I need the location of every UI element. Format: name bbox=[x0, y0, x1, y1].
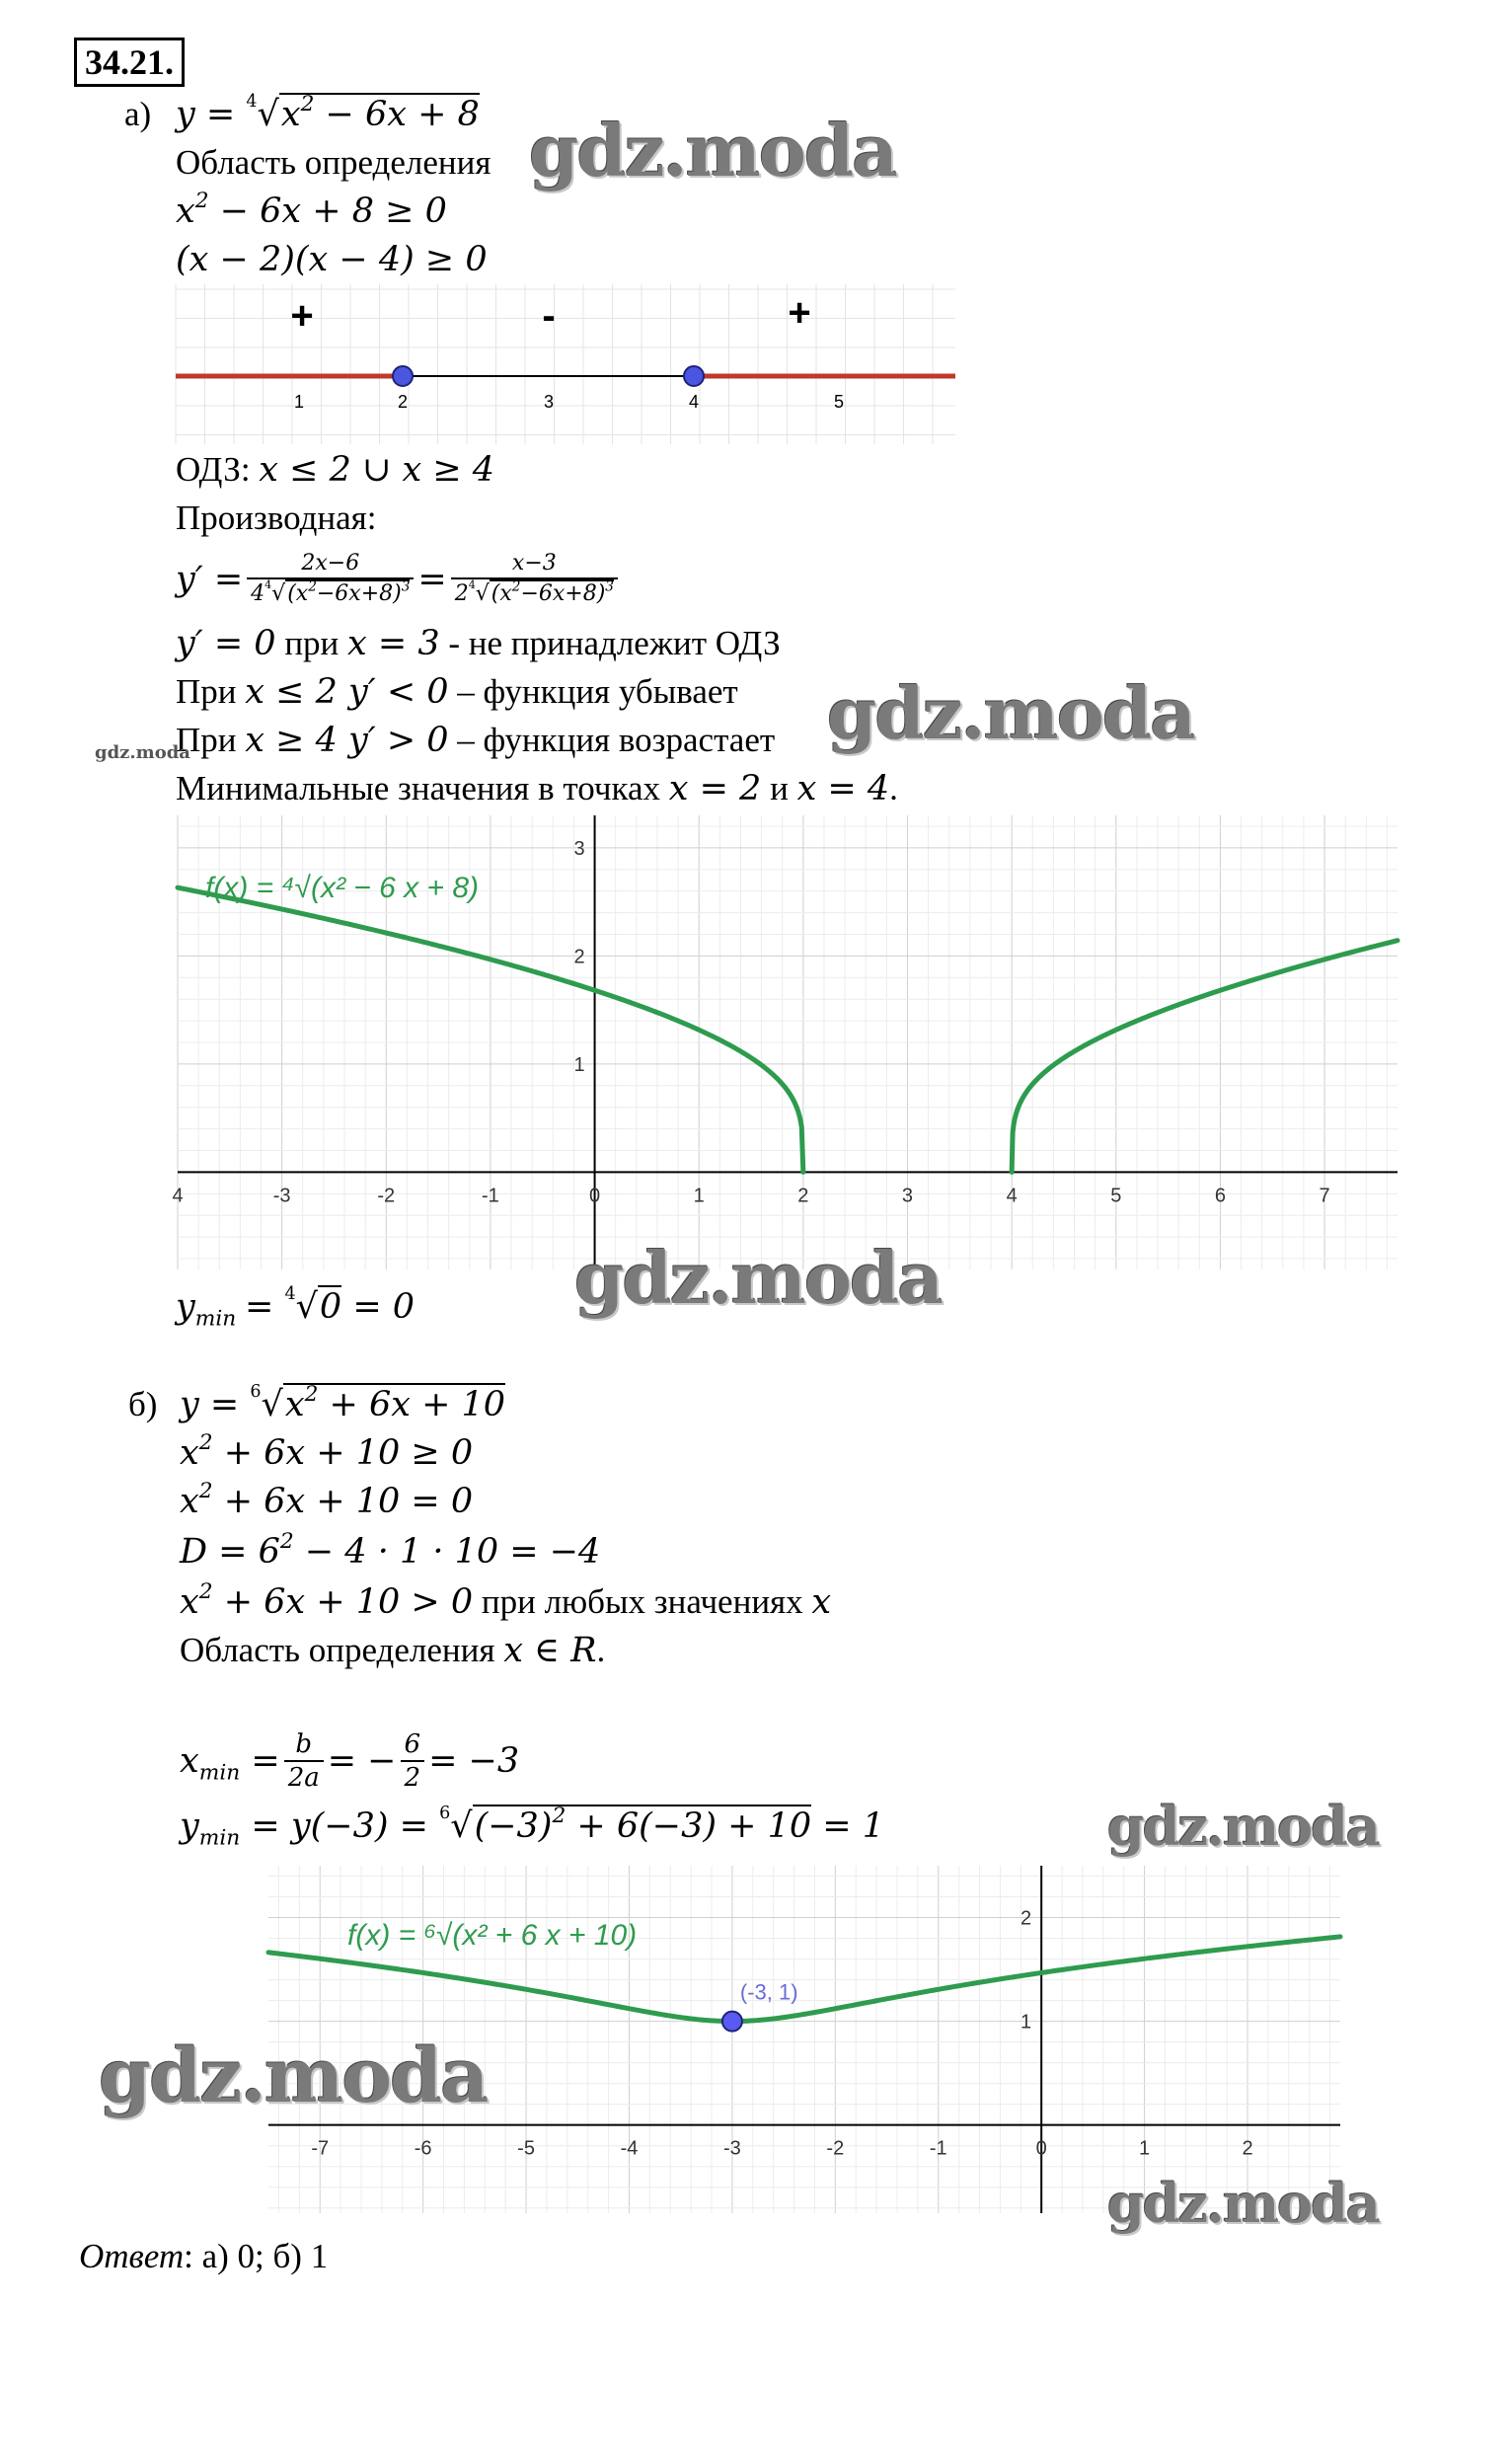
graph-b-point-group bbox=[722, 1980, 798, 2032]
y-tick-label: 1 bbox=[573, 1053, 585, 1076]
minimum-point bbox=[722, 2012, 742, 2032]
watermark-small: gdz.moda bbox=[95, 742, 190, 763]
y-tick-label: 3 bbox=[573, 837, 585, 860]
sign-tick-3: 3 bbox=[543, 392, 555, 412]
sign-line-diagram bbox=[176, 284, 955, 444]
derivative-zero: y′ = 0 при x = 3 - не принадлежит ОДЗ bbox=[176, 624, 781, 663]
function-a: $y = ^4√x^2 - 6x + 8$ bbox=[176, 91, 480, 134]
x-tick-label: 6 bbox=[1214, 1185, 1226, 1207]
x-tick-label: 0 bbox=[1035, 2137, 1047, 2160]
y-tick-label: 2 bbox=[573, 946, 585, 968]
x-tick-label: 5 bbox=[1110, 1185, 1122, 1207]
graph-a bbox=[172, 815, 1398, 1269]
xmin-b: $x_{min}$ = $\frac{b}{2a}$ = − $\frac{6}{2}$ = −3 bbox=[180, 1729, 520, 1793]
y-tick-label: 2 bbox=[1021, 1907, 1032, 1930]
increasing-line: При x ≥ 4 y′ > 0 – функция возрастает bbox=[176, 721, 776, 760]
x-tick-label: 3 bbox=[901, 1185, 914, 1207]
function-curve bbox=[1012, 941, 1398, 1173]
x-tick-label: 1 bbox=[693, 1185, 705, 1207]
x-tick-label: -4 bbox=[620, 2137, 639, 2160]
ymin-b: $y_{min} = y(-3) = ^6√(-3)^2 + 6(-3) + 10 = 1$ bbox=[180, 1803, 885, 1851]
ymin-a: $y_{min} = ^4√0 = 0$ bbox=[176, 1283, 416, 1332]
graph-b-legend: f(x) = ⁶√(x² + 6 x + 10) bbox=[347, 1919, 638, 1952]
odz-a: ОДЗ: x ≤ 2 ∪ x ≥ 4 bbox=[176, 450, 495, 490]
x-tick-label: 2 bbox=[1242, 2137, 1253, 2160]
graph-a-legend: f(x) = ⁴√(x² − 6 x + 8) bbox=[205, 872, 480, 904]
y-tick-label: 1 bbox=[1021, 2011, 1032, 2034]
x-tick-label: 7 bbox=[1319, 1185, 1330, 1207]
point-2 bbox=[393, 366, 413, 386]
sign-minus-middle: - bbox=[542, 294, 556, 338]
sign-tick-2: 2 bbox=[397, 392, 409, 412]
sign-tick-4: 4 bbox=[688, 392, 700, 412]
problem-number: 34.21. bbox=[74, 38, 185, 87]
watermark-6: gdz.moda bbox=[1107, 2172, 1379, 2235]
x-tick-label: -1 bbox=[929, 2137, 947, 2160]
derivative-heading: Производная: bbox=[176, 499, 377, 537]
discriminant-b: $D = 6^2 - 4 \cdot 1 \cdot 10 = -4$ bbox=[180, 1528, 601, 1572]
function-b: $y = ^6√x^2 + 6x + 10$ bbox=[180, 1381, 506, 1424]
x-tick-label: 4 bbox=[1006, 1185, 1018, 1207]
inequality-b: $x^2 + 6x + 10 \ge 0$ bbox=[180, 1429, 474, 1473]
x-tick-label: 4 bbox=[172, 1185, 184, 1207]
answer: Ответ: а) 0; б) 1 bbox=[79, 2237, 329, 2275]
x-tick-label: -3 bbox=[723, 2137, 741, 2160]
x-tick-label: -5 bbox=[517, 2137, 535, 2160]
inequality-a: $x^2 - 6x + 8 \ge 0$ bbox=[176, 188, 447, 231]
graph-a-curves bbox=[178, 887, 1398, 1172]
x-tick-label: 1 bbox=[1139, 2137, 1151, 2160]
decreasing-line: При x ≤ 2 y′ < 0 – функция убывает bbox=[176, 672, 738, 712]
x-tick-label: 2 bbox=[797, 1185, 809, 1207]
equation-b: $x^2 + 6x + 10 = 0$ bbox=[180, 1478, 474, 1521]
part-a-label: а) bbox=[124, 95, 152, 133]
watermark-1: gdz.moda bbox=[529, 109, 896, 192]
domain-b: Область определения x ∈ R. bbox=[180, 1631, 606, 1670]
x-tick-label: -2 bbox=[826, 2137, 845, 2160]
x-tick-label: -3 bbox=[272, 1185, 291, 1207]
minimum-line: Минимальные значения в точках x = 2 и x = 4. bbox=[176, 769, 898, 808]
derivative-formula: y′ = $\frac{2x-6}{4^4√(x^2-6x+8)^3}$ = $\frac{x-3}{2^4√(x^2-6x+8)^3}$ bbox=[176, 543, 622, 616]
watermark-3: gdz.moda bbox=[574, 1236, 942, 1320]
factored-a: (x − 2)(x − 4) ≥ 0 bbox=[176, 240, 488, 279]
sign-plus-right: + bbox=[788, 291, 811, 335]
x-tick-label: -2 bbox=[377, 1185, 396, 1207]
watermark-4: gdz.moda bbox=[1107, 1795, 1379, 1858]
domain-heading-a: Область определения bbox=[176, 143, 491, 182]
positive-statement-b: $x^2 + 6x + 10 > 0$ при любых значениях x bbox=[180, 1578, 832, 1622]
sign-tick-5: 5 bbox=[833, 392, 845, 412]
x-tick-label: -6 bbox=[414, 2137, 432, 2160]
sign-tick-1: 1 bbox=[293, 392, 305, 412]
x-tick-label: -7 bbox=[311, 2137, 330, 2160]
x-tick-label: 0 bbox=[589, 1185, 601, 1207]
watermark-5: gdz.moda bbox=[99, 2032, 488, 2119]
sign-plus-left: + bbox=[290, 294, 314, 338]
watermark-2: gdz.moda bbox=[827, 671, 1194, 755]
x-tick-label: -1 bbox=[482, 1185, 499, 1207]
minimum-point-label: (-3, 1) bbox=[739, 1979, 798, 2005]
part-b-label: б) bbox=[128, 1385, 158, 1423]
point-4 bbox=[684, 366, 704, 386]
